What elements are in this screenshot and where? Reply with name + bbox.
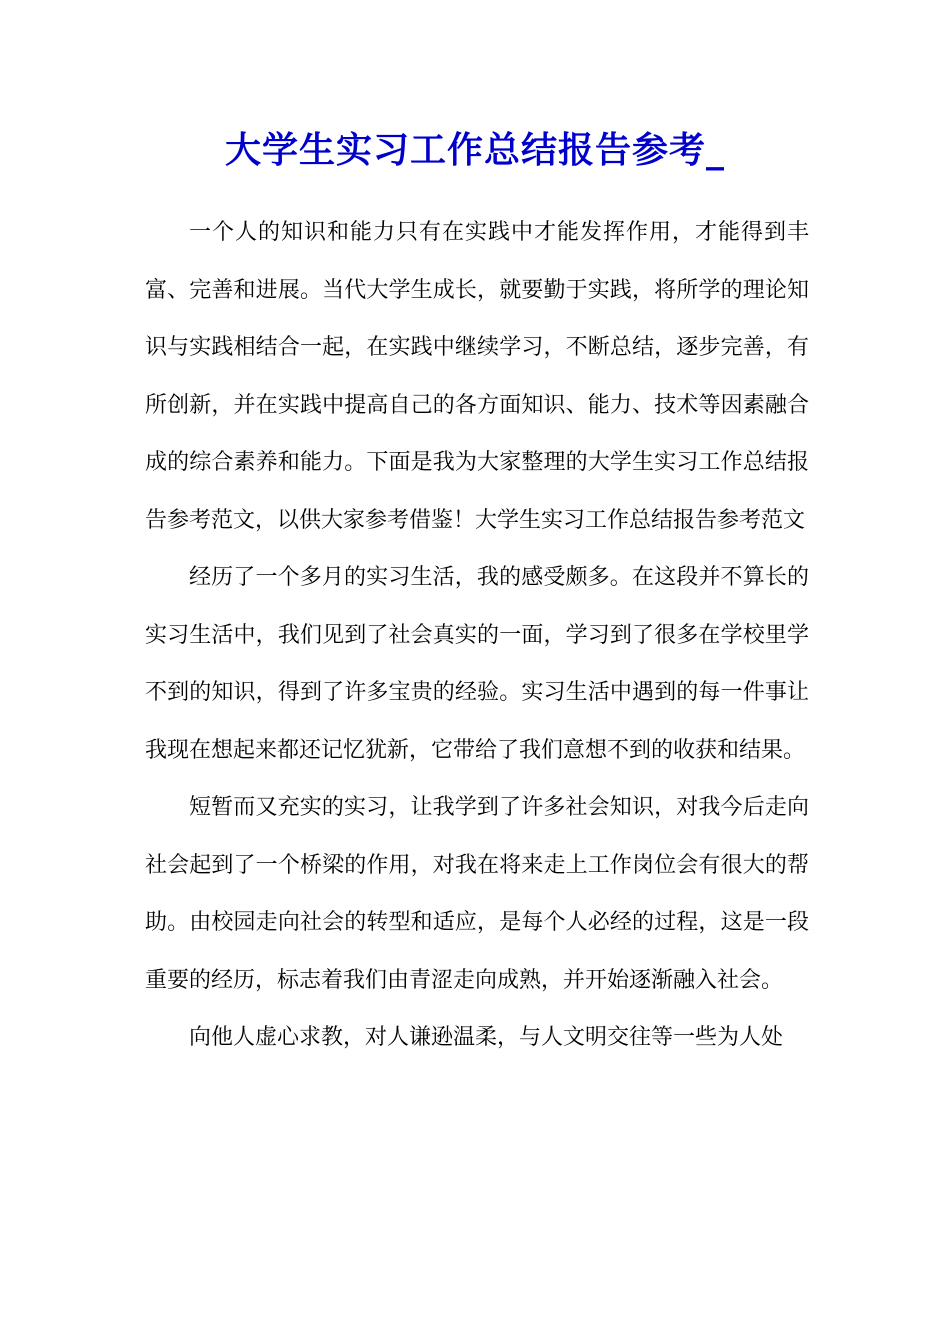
- paragraph-1: 一个人的知识和能力只有在实践中才能发挥作用，才能得到丰富、完善和进展。当代大学生成长，就要勤于实践，将所学的理论知识与实践相结合一起，在实践中继续学习，不断总结，逐步完善，有所创新，并在实践中提高自己的各方面知识、能力、技术等因素融合成的综合素养和能力。下面是我为大家整理的大学生实习工作总结报告参考范文，以供大家参考借鉴！大学生实习工作总结报告参考范文: [145, 220, 809, 533]
- document-body: [145, 204, 809, 1067]
- paragraph-3: 短暂而又充实的实习，让我学到了许多社会知识，对我今后走向社会起到了一个桥梁的作用，对我在将来走上工作岗位会有很大的帮助。由校园走向社会的转型和适应，是每个人必经的过程，这是一段重要的经历，标志着我们由青涩走向成熟，并开始逐渐融入社会。: [145, 795, 809, 993]
- document-title: 大学生实习工作总结报告参考_: [224, 129, 725, 171]
- paragraph-4: 向他人虚心求教，对人谦逊温柔，与人文明交往等一些为人处: [189, 1025, 784, 1050]
- paragraph-2: 经历了一个多月的实习生活，我的感受颇多。在这段并不算长的实习生活中，我们见到了社会真实的一面，学习到了很多在学校里学不到的知识，得到了许多宝贵的经验。实习生活中遇到的每一件事让我现在想起来都还记忆犹新，它带给了我们意想不到的收获和结果。: [145, 565, 809, 763]
